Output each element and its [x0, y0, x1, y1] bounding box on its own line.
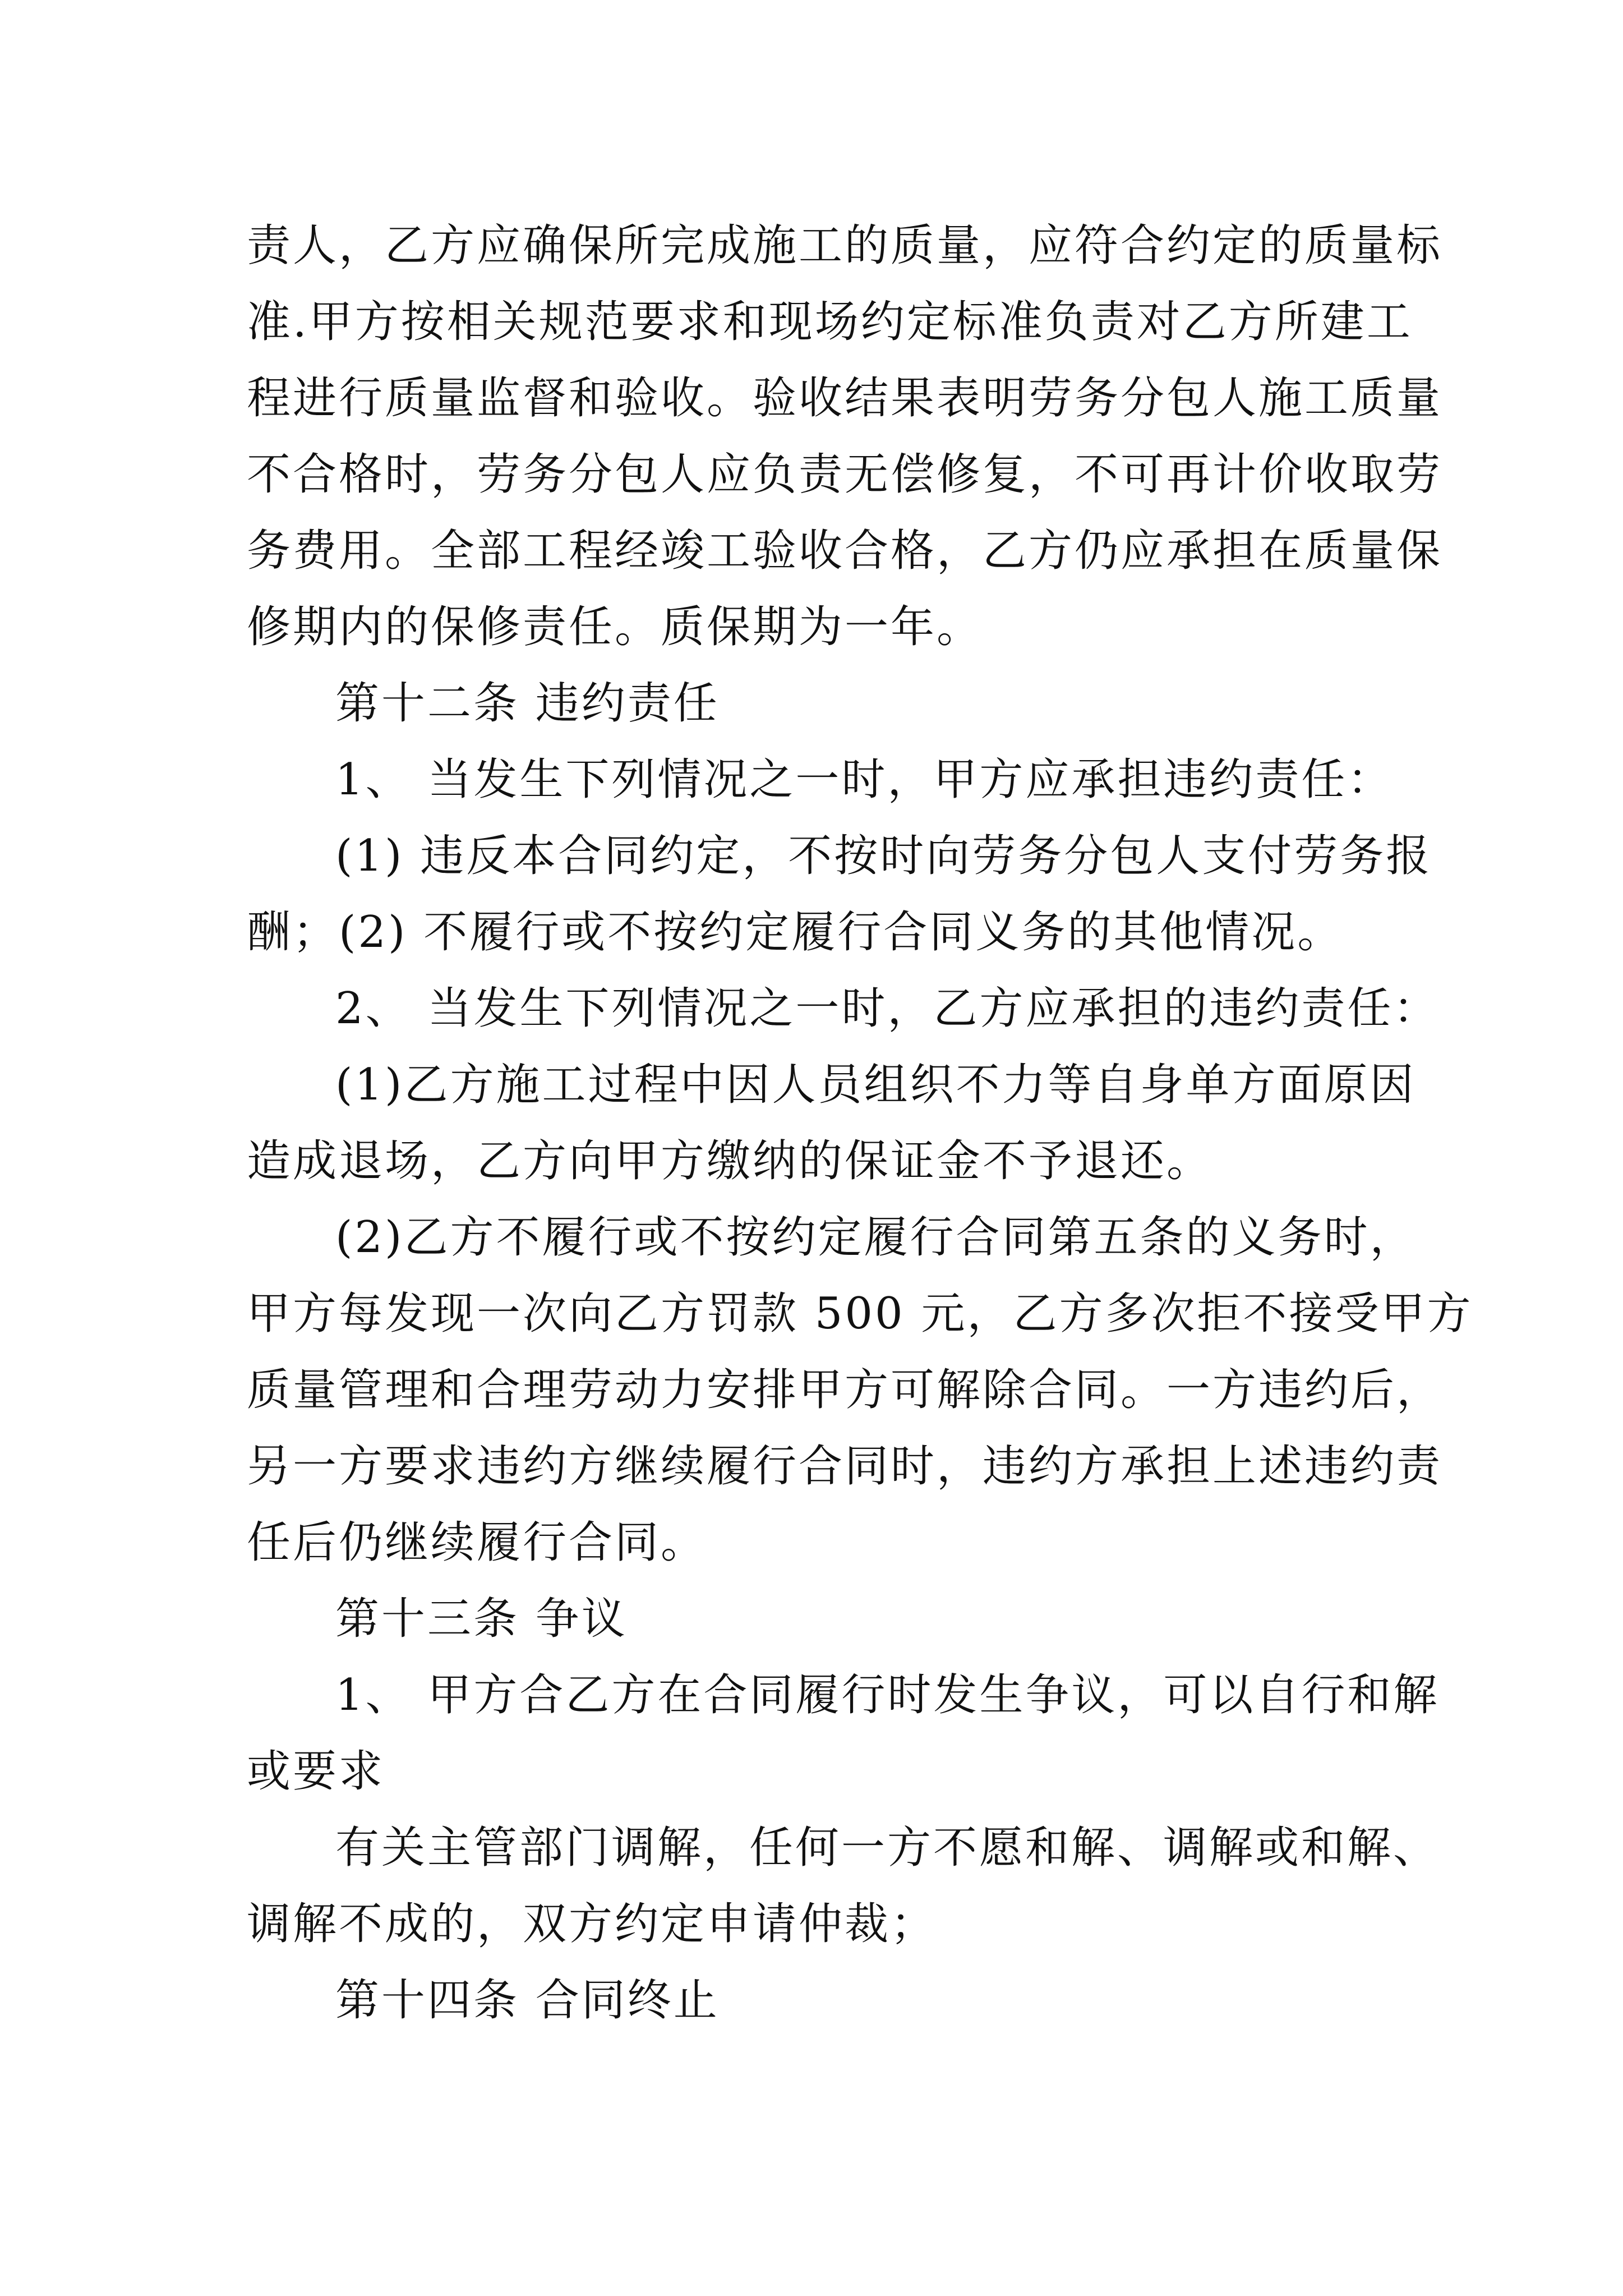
- section-heading: 第十四条 合同终止: [335, 1975, 720, 2026]
- paragraph-line: 造成退场，乙方向甲方缴纳的保证金不予退还。: [247, 1136, 1213, 1186]
- paragraph-line: 务费用。全部工程经竣工验收合格，乙方仍应承担在质量保: [247, 526, 1443, 576]
- section-heading: 第十三条 争议: [335, 1594, 628, 1644]
- paragraph-line: 修期内的保修责任。质保期为一年。: [247, 602, 983, 652]
- paragraph-line: 责人，乙方应确保所完成施工的质量，应符合约定的质量标: [247, 220, 1443, 271]
- paragraph-line: 2、 当发生下列情况之一时，乙方应承担的违约责任：: [335, 983, 1440, 1034]
- paragraph-line: 有关主管部门调解，任何一方不愿和解、调解或和解、: [335, 1823, 1440, 1873]
- paragraph-line: 准.甲方按相关规范要求和现场约定标准负责对乙方所建工: [247, 297, 1413, 347]
- paragraph-line: 1、 当发生下列情况之一时，甲方应承担违约责任：: [335, 754, 1394, 805]
- paragraph-line: (1) 违反本合同约定，不按时向劳务分包人支付劳务报: [335, 831, 1432, 881]
- section-heading: 第十二条 违约责任: [335, 678, 720, 729]
- paragraph-line: 不合格时，劳务分包人应负责无偿修复，不可再计价收取劳: [247, 449, 1443, 500]
- paragraph-line: 质量管理和合理劳动力安排甲方可解除合同。一方违约后，: [247, 1365, 1443, 1415]
- paragraph-line: 另一方要求违约方继续履行合同时，违约方承担上述违约责: [247, 1441, 1443, 1492]
- paragraph-line: 调解不成的，双方约定申请仲裁；: [247, 1899, 937, 1949]
- paragraph-line: 或要求: [247, 1746, 385, 1797]
- paragraph-line: (1)乙方施工过程中因人员组织不力等自身单方面原因: [335, 1060, 1416, 1110]
- paragraph-line: 酬；(2) 不履行或不按约定履行合同义务的其他情况。: [247, 907, 1344, 958]
- paragraph-line: 甲方每发现一次向乙方罚款 500 元，乙方多次拒不接受甲方: [247, 1289, 1473, 1339]
- paragraph-line: (2)乙方不履行或不按约定履行合同第五条的义务时，: [335, 1212, 1416, 1263]
- paragraph-line: 任后仍继续履行合同。: [247, 1517, 707, 1568]
- paragraph-line: 程进行质量监督和验收。验收结果表明劳务分包人施工质量: [247, 373, 1443, 424]
- paragraph-line: 1、 甲方合乙方在合同履行时发生争议，可以自行和解: [335, 1670, 1440, 1720]
